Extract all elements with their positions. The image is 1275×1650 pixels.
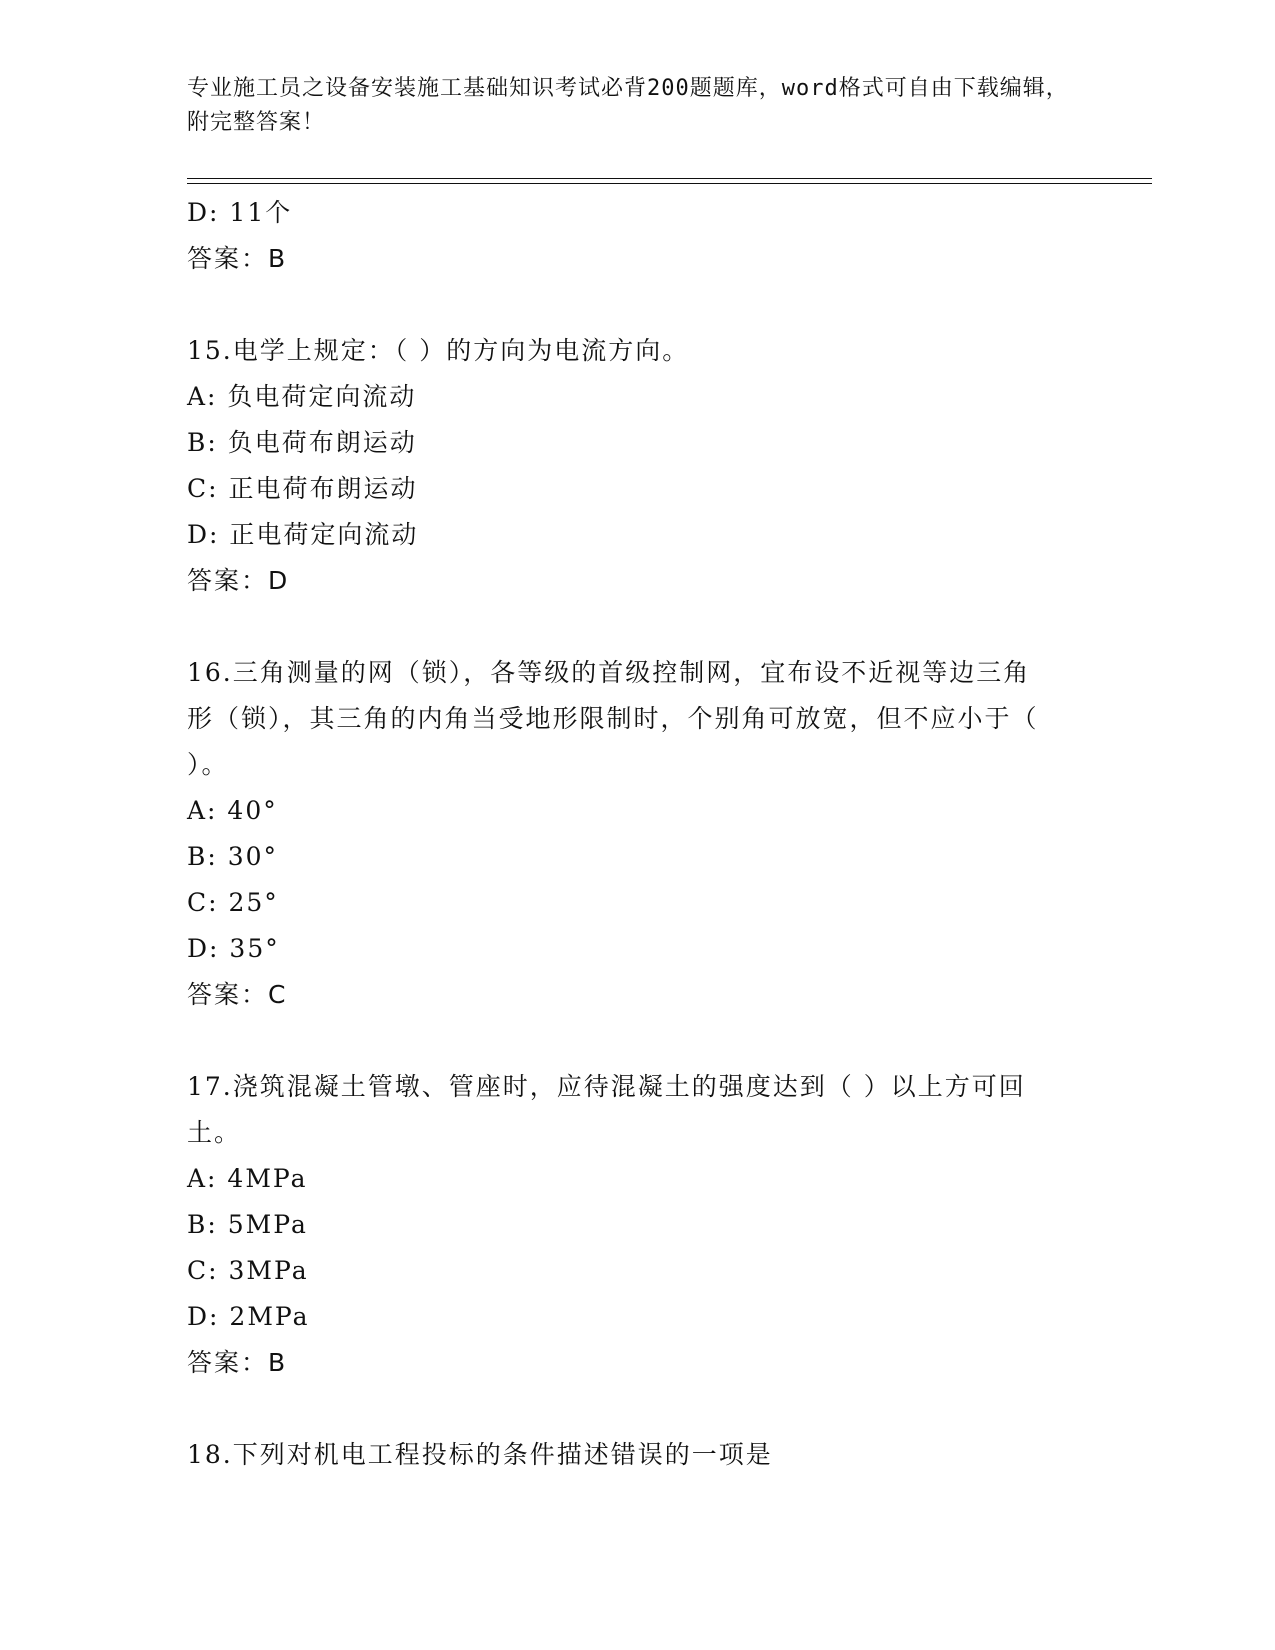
spacer	[187, 1386, 1087, 1432]
spacer	[187, 282, 1087, 328]
spacer	[187, 1018, 1087, 1064]
header-rule-top	[187, 178, 1152, 179]
answer-line: 答案：D	[187, 566, 290, 595]
option-d: D: 35°	[187, 934, 280, 963]
header-rule-bottom	[187, 183, 1152, 184]
question-block-16	[187, 650, 1087, 1018]
option-b: B: 30°	[187, 842, 279, 871]
option-c: C: 3MPa	[187, 1256, 309, 1285]
answer-line: 答案：C	[187, 980, 288, 1009]
option-d: D: 2MPa	[187, 1302, 310, 1331]
option-d: D: 正电荷定向流动	[187, 520, 419, 549]
option-d: D: 11个	[187, 198, 293, 227]
spacer	[187, 604, 1087, 650]
question-text: 18.下列对机电工程投标的条件描述错误的一项是	[187, 1440, 773, 1469]
option-c: C: 正电荷布朗运动	[187, 474, 418, 503]
question-text: 16.三角测量的网（锁），各等级的首级控制网，宜布设不近视等边三角形（锁），其三角的内角当受地形限制时，个别角可放宽，但不应小于（ ）。	[187, 658, 1039, 779]
question-list	[187, 190, 1087, 1478]
option-a: A: 负电荷定向流动	[187, 382, 417, 411]
question-block-18	[187, 1432, 1087, 1478]
option-a: A: 4MPa	[187, 1164, 308, 1193]
answer-line: 答案：B	[187, 1348, 288, 1377]
option-a: A: 40°	[187, 796, 278, 825]
answer-line: 答案：B	[187, 244, 288, 273]
document-header	[187, 72, 1077, 140]
question-block-14-tail	[187, 190, 1087, 282]
option-c: C: 25°	[187, 888, 279, 917]
question-block-17	[187, 1064, 1087, 1386]
question-text: 17.浇筑混凝土管墩、管座时，应待混凝土的强度达到（ ）以上方可回土。	[187, 1072, 1026, 1147]
option-b: B: 负电荷布朗运动	[187, 428, 417, 457]
question-block-15	[187, 328, 1087, 604]
question-text: 15.电学上规定：（ ）的方向为电流方向。	[187, 336, 690, 365]
header-text: 专业施工员之设备安装施工基础知识考试必背200题题库，word格式可自由下载编辑，附完整答案！	[187, 76, 1069, 135]
option-b: B: 5MPa	[187, 1210, 308, 1239]
